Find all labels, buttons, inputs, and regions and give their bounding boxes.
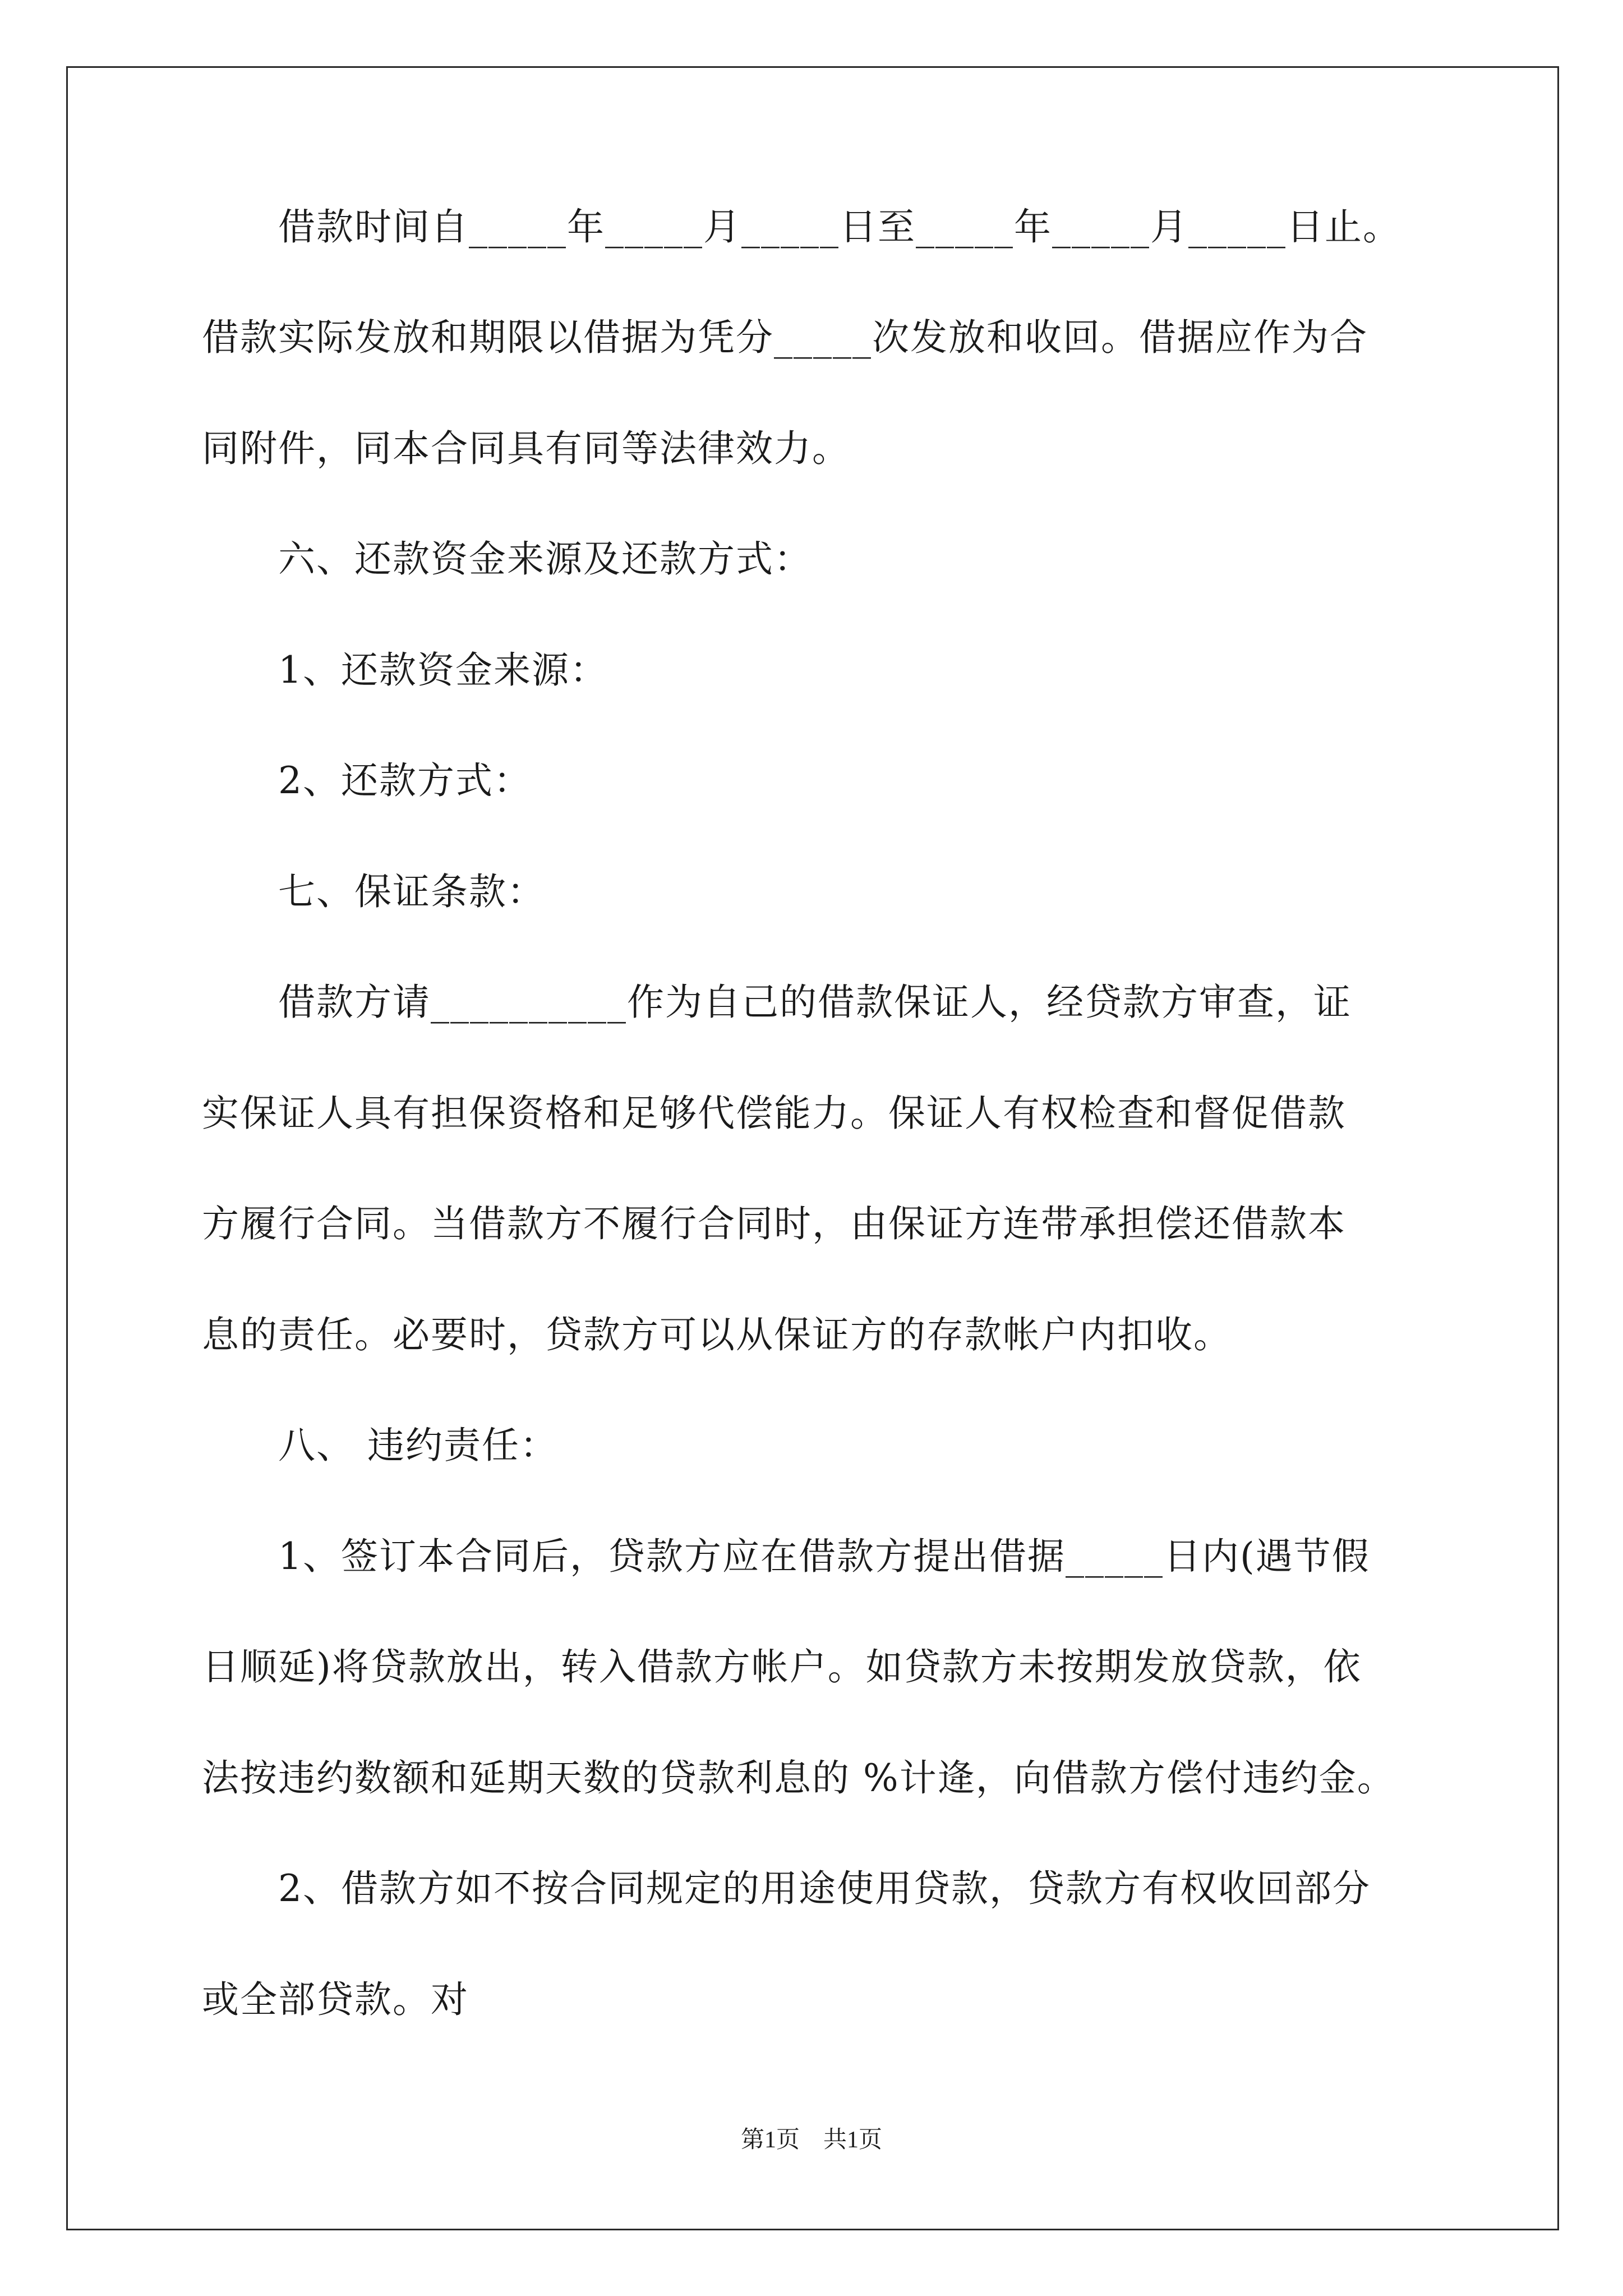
text-line: 日顺延)将贷款放出，转入借款方帐户。如贷款方未按期发放贷款，依	[202, 1645, 1362, 1688]
text-line: 息的责任。必要时，贷款方可以从保证方的存款帐户内扣收。	[202, 1313, 1232, 1356]
text-line: 2、借款方如不按合同规定的用途使用贷款，贷款方有权收回部分	[202, 1867, 1371, 1910]
section-heading: 八、 违约责任：	[202, 1424, 558, 1467]
text-line: 同附件，同本合同具有同等法律效力。	[202, 427, 850, 470]
text-line: 法按违约数额和延期天数的贷款利息的 %计逄，向借款方偿付违约金。	[202, 1756, 1395, 1800]
text-line: 2、还款方式：	[202, 759, 532, 802]
text-line: 方履行合同。当借款方不履行合同时，由保证方连带承担偿还借款本	[202, 1202, 1346, 1245]
text-line: 1、还款资金来源：	[202, 648, 608, 692]
page-number-footer: 第1页 共1页	[740, 2127, 882, 2153]
text-line: 实保证人具有担保资格和足够代偿能力。保证人有权检查和督促借款	[202, 1092, 1346, 1135]
text-line: 或全部贷款。对	[202, 1978, 469, 2021]
section-heading: 六、还款资金来源及还款方式：	[202, 537, 812, 581]
text-line: 借款方请__________作为自己的借款保证人，经贷款方审查，证	[202, 981, 1352, 1024]
text-line: 借款时间自_____年_____月_____日至_____年_____月_____日止。	[202, 205, 1401, 249]
text-line: 借款实际发放和期限以借据为凭分_____次发放和收回。借据应作为合	[202, 316, 1368, 359]
text-line: 1、签订本合同后，贷款方应在借款方提出借据_____日内(遇节假	[202, 1535, 1370, 1578]
section-heading: 七、保证条款：	[202, 870, 545, 913]
